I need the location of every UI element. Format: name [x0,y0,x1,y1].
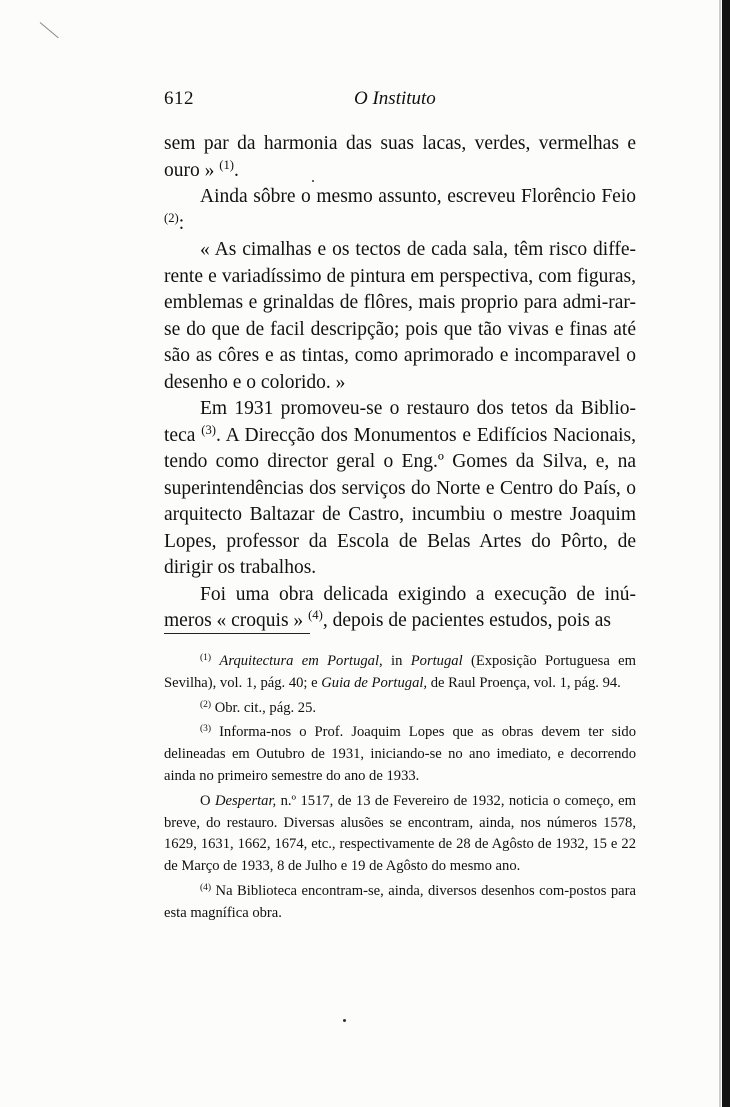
paragraph-5: Foi uma obra delicada exigindo a execução de inú-meros « croquis » $^{(4)}$, depois de pacientes estudos, pois as [164,583,636,631]
ink-speck [312,180,314,182]
paragraph-quote: « As cimalhas e os tectos de cada sala, têm risco diffe-rente e variadíssimo de pintura em perspectiva, com figuras, emblemas e grinaldas de flôres, mais proprio para admi-rar-se do que de facil descripção; pois que tão vivas e finas até são as côres e as tintas, como aprimorado e incomparavel o desenho e o colorido. » [164,239,636,393]
footnote-ref-1: (1) [219,157,235,172]
scan-edge-border [722,0,730,1107]
ink-speck [343,1019,346,1022]
footnotes [164,651,636,928]
paragraph-4: Em 1931 promoveu-se o restauro dos tetos da Biblio-teca $^{(3)}$. A Direcção dos Monumentos e Edifícios Nacionais, tendo como director geral o Eng.º Gomes da Silva, e, na superintendências dos serviços do Norte e Centro do País, o arquitecto Baltazar de Castro, incumbiu o mestre Joaquim Lopes, professor da Escola de Belas Artes do Pôrto, de dirigir os trabalhos. [164,398,636,578]
main-text [164,131,636,635]
footnote-3: $^{(3)}$ Informa-nos o Prof. Joaquim Lopes que as obras devem ter sido delineadas em Outubro de 1931, iniciando-se no ano imediato, e decorrendo ainda no primeiro semestre do ano de 1933. [164,724,636,784]
footnote-divider [164,633,310,634]
footnote-3-continued: O Despertar, n.º 1517, de 13 de Fevereiro de 1932, noticia o começo, em breve, do restauro. Diversas alusões se encontram, ainda, nos números 1578, 1629, 1631, 1662, 1674, etc., respectivamente de 28 de Agôsto de 1932, 15 e 22 de Março de 1933, 8 de Julho e 19 de Agôsto do mesmo ano. [164,792,636,875]
running-title: O Instituto [354,88,436,109]
footnote-ref-2: (2) [164,210,179,225]
paragraph-2: Ainda sôbre o mesmo assunto, escreveu Florêncio Feio $^{(2)}$: [164,186,636,234]
paragraph-1: sem par da harmonia das suas lacas, verdes, vermelhas e ouro » $^{(1)}$. [164,133,636,181]
page-header [164,88,636,116]
page-number: 612 [164,88,194,109]
footnote-4: $^{(4)}$ Na Biblioteca encontram-se, ainda, diversos desenhos com-postos para esta magnífica obra. [164,882,636,921]
footnote-2: $^{(2)}$ Obr. cit., pág. 25. [200,699,317,716]
footnote-ref-4: (4) [308,608,323,623]
footnote-ref-3: (3) [201,422,216,437]
page-scratch-mark [40,22,59,38]
footnote-1: $^{(1)}$ Arquitectura em Portugal, in Portugal (Exposição Portuguesa em Sevilha), vol. 1, pág. 40; e Guia de Portugal, de Raul Proença, vol. 1, pág. 94. [164,652,636,691]
